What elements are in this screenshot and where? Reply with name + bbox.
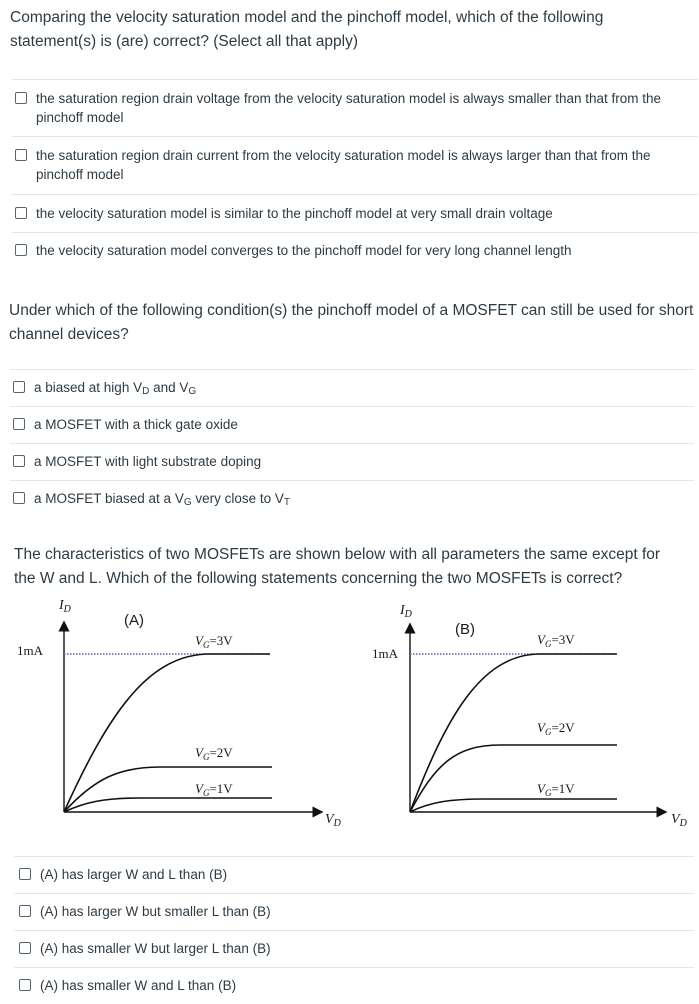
curve-vg-3v <box>64 654 270 812</box>
option-label: the velocity saturation model converges to the pinchoff model for very long channel length <box>36 243 572 258</box>
option-label: a MOSFET with light substrate doping <box>34 454 262 469</box>
option-label: a MOSFET biased at a $V_G$ very close to $V_T$ <box>34 491 291 508</box>
checkbox[interactable] <box>15 207 27 219</box>
answer-option[interactable] <box>10 443 694 480</box>
question-1-options <box>12 79 698 270</box>
answer-option[interactable] <box>10 406 694 443</box>
checkbox[interactable] <box>19 942 31 954</box>
checkbox[interactable] <box>15 244 27 256</box>
checkbox[interactable] <box>15 92 27 104</box>
question-3-options <box>14 856 694 1004</box>
answer-option[interactable] <box>14 893 694 930</box>
answer-option[interactable] <box>12 194 698 232</box>
answer-option[interactable] <box>14 856 694 893</box>
option-label: (A) has larger W but smaller L than (B) <box>40 904 271 919</box>
checkbox[interactable] <box>15 149 27 161</box>
option-label: the velocity saturation model is similar to the pinchoff model at very small drain voltage <box>36 206 553 221</box>
curve-label: $V_G=2V$ <box>195 745 233 762</box>
question-2-text: Under which of the following condition(s) the pinchoff model of a MOSFET can still be used for short channel devices? <box>9 302 694 343</box>
curve-label: $V_G=2V$ <box>537 720 575 737</box>
y-axis-label: $I_D$ <box>400 603 412 620</box>
panel-label: (A) <box>124 612 144 629</box>
option-label: the saturation region drain voltage from the velocity saturation model is always smaller than that from the pinchoff model <box>36 91 662 125</box>
answer-option[interactable] <box>10 369 694 406</box>
checkbox[interactable] <box>13 381 25 393</box>
answer-option[interactable] <box>12 79 698 136</box>
question-3-text: The characteristics of two MOSFETs are shown below with all parameters the same except for the W and L. Which of the following statements concerning the two MOSFETs is correct? <box>14 546 661 587</box>
mosfet-characteristics-figure <box>0 590 699 840</box>
answer-option[interactable] <box>14 930 694 967</box>
option-label: (A) has smaller W but larger L than (B) <box>40 941 271 956</box>
question-2-options <box>10 369 694 517</box>
question-1-text: Comparing the velocity saturation model and the pinchoff model, which of the following statement(s) is (are) correct? (Select all that apply) <box>10 9 604 50</box>
ref-current-label: 1mA <box>372 646 398 661</box>
x-axis-label: $V_D$ <box>671 812 687 829</box>
answer-option[interactable] <box>14 967 694 1004</box>
panel-label: (B) <box>455 621 475 638</box>
answer-option[interactable] <box>12 232 698 270</box>
curve-label: $V_G=3V$ <box>537 632 575 649</box>
curve-vg-3v <box>410 654 617 812</box>
checkbox[interactable] <box>13 418 25 430</box>
checkbox[interactable] <box>19 979 31 991</box>
checkbox[interactable] <box>13 455 25 467</box>
curve-vg-2v <box>64 767 272 812</box>
panel-b <box>372 603 688 829</box>
curve-label: $V_G=1V$ <box>537 781 575 798</box>
x-axis-label: $V_D$ <box>325 812 341 829</box>
option-label: (A) has smaller W and L than (B) <box>40 978 237 993</box>
checkbox[interactable] <box>19 868 31 880</box>
panel-a <box>17 598 342 829</box>
y-axis-label: $I_D$ <box>59 598 71 615</box>
ref-current-label: 1mA <box>17 643 43 658</box>
checkbox[interactable] <box>19 905 31 917</box>
curve-vg-1v <box>64 798 272 812</box>
option-label: the saturation region drain current from the velocity saturation model is always larger than that from the pinchoff model <box>36 148 651 182</box>
curve-label: $V_G=3V$ <box>195 633 233 650</box>
option-label: a biased at high $V_D$ and $V_G$ <box>34 380 197 397</box>
curve-label: $V_G=1V$ <box>195 781 233 798</box>
answer-option[interactable] <box>10 480 694 517</box>
option-label: a MOSFET with a thick gate oxide <box>34 417 238 432</box>
option-label: (A) has larger W and L than (B) <box>40 867 228 882</box>
curve-vg-1v <box>410 799 617 812</box>
checkbox[interactable] <box>13 492 25 504</box>
answer-option[interactable] <box>12 136 698 194</box>
